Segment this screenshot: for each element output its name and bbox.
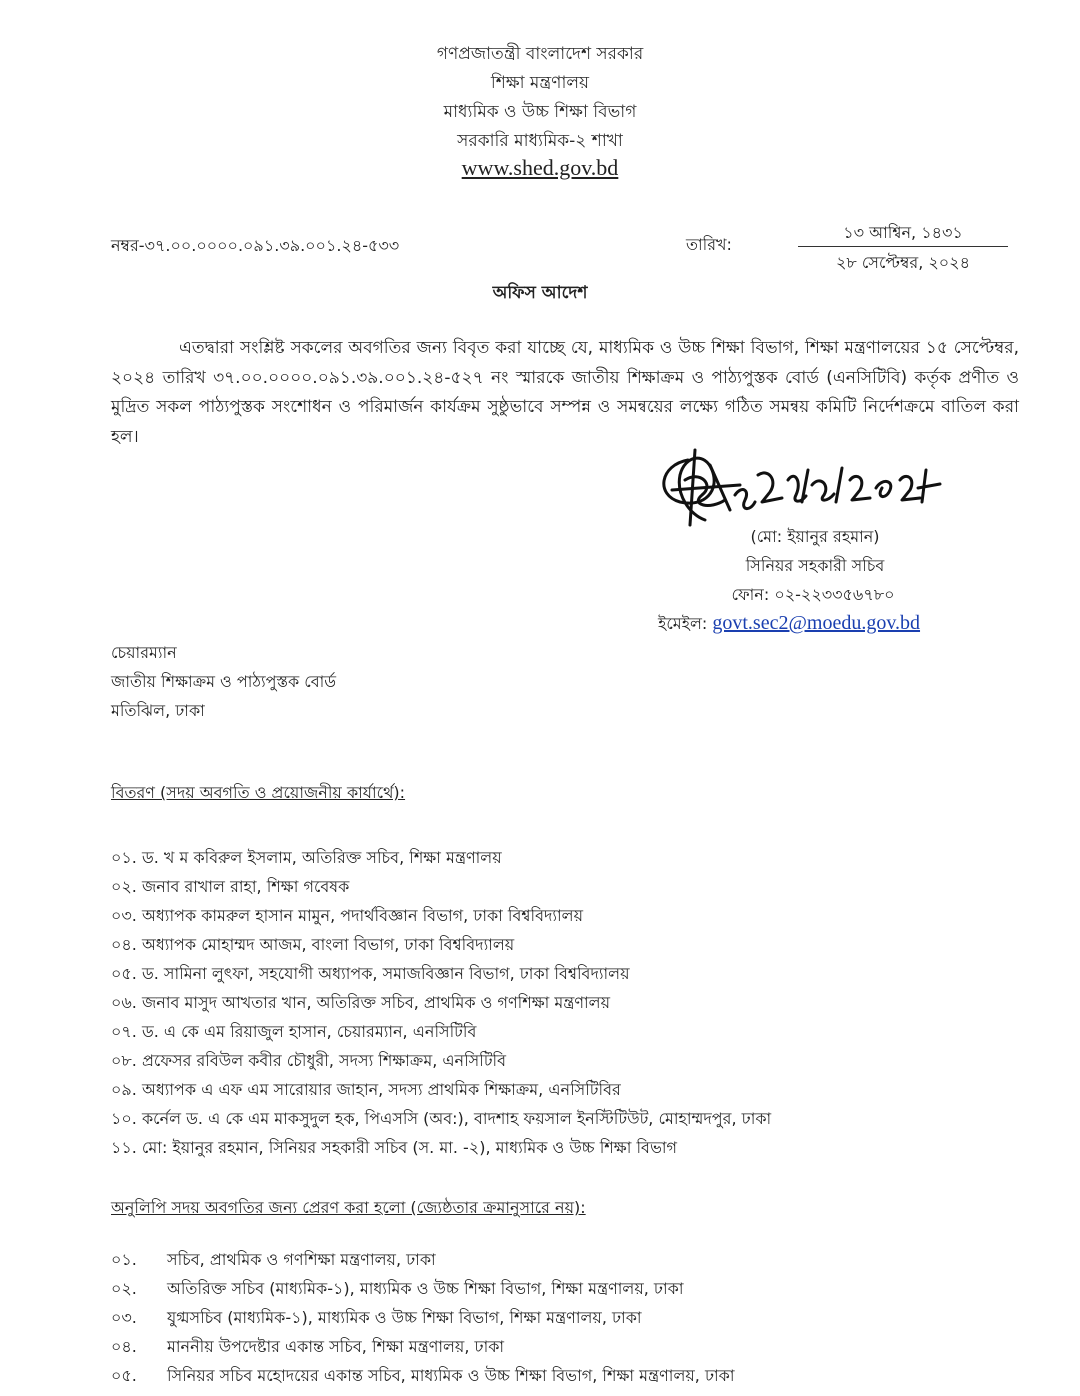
website-row [0, 155, 1080, 181]
copies-list [111, 1245, 735, 1390]
signatory-designation: সিনিয়র সহকারী সচিব [745, 556, 885, 575]
list-item: ১০. কর্নেল ড. এ কে এম মাকসুদুল হক, পিএসসি (অব:), বাদশাহ ফয়সাল ইনস্টিটিউট, মোহাম্মদপুর, ঢাকা [111, 1109, 772, 1128]
order-body: এতদ্বারা সংশ্লিষ্ট সকলের অবগতির জন্য বিবৃত করা যাচ্ছে যে, মাধ্যমিক ও উচ্চ শিক্ষা বিভাগ, শিক্ষা মন্ত্রণালয়ের ১৫ সেপ্টেম্বর, ২০২৪ তারিখ ৩৭.০০.০০০০.০৯১.৩৯.০০১.২৪-৫২৭ নং স্মারকে জাতীয় শিক্ষাক্রম ও পাঠ্যপুস্তক বোর্ড (এনসিটিবি) কর্তৃক প্রণীত ও মুদ্রিত সকল পাঠ্যপুস্তক সংশোধন ও পরিমার্জন কার্যক্রম সুষ্ঠুভাবে সম্পন্ন ও সমন্বয়ের লক্ষ্যে গঠিত সমন্বয় কমিটি নির্দেশক্রমে বাতিল করা হল। [111, 338, 1019, 447]
list-item [111, 1303, 735, 1332]
signatory-name: (মো: ইয়ানুর রহমান) [750, 527, 880, 546]
list-item: ০১. ড. খ ম কবিরুল ইসলাম, অতিরিক্ত সচিব, শিক্ষা মন্ত্রণালয় [111, 848, 502, 867]
list-item: ০৭. ড. এ কে এম রিয়াজুল হাসান, চেয়ারম্যান, এনসিটিবি [111, 1022, 477, 1041]
item-text: যুগ্মসচিব (মাধ্যমিক-১), মাধ্যমিক ও উচ্চ শিক্ষা বিভাগ, শিক্ষা মন্ত্রণালয়, ঢাকা [167, 1308, 642, 1327]
item-number: ০৫. [111, 1366, 137, 1385]
list-item [111, 1274, 735, 1303]
ministry-name: শিক্ষা মন্ত্রণালয় [490, 73, 590, 93]
list-item [111, 1361, 735, 1390]
item-text: সিনিয়র সচিব মহোদয়ের একান্ত সচিব, মাধ্যমিক ও উচ্চ শিক্ষা বিভাগ, শিক্ষা মন্ত্রণালয়, ঢাকা [167, 1366, 735, 1385]
signatory-phone: ফোন: ০২-২২৩৩৫৬৭৮০ [731, 585, 895, 604]
list-item: ০৯. অধ্যাপক এ এফ এম সারোয়ার জাহান, সদস্য প্রাথমিক শিক্ষাক্রম, এনসিটিবির [111, 1080, 621, 1099]
email-label: ইমেইল: [658, 614, 708, 633]
copies-heading: অনুলিপি সদয় অবগতির জন্য প্রেরণ করা হলো (জ্যেষ্ঠতার ক্রমানুসারে নয়): [111, 1198, 586, 1217]
order-title: অফিস আদেশ [492, 283, 588, 303]
date-bangla: ১৩ আশ্বিন, ১৪৩১ [843, 223, 963, 242]
item-number: ০২. [111, 1279, 137, 1298]
email-row [658, 611, 920, 638]
list-item: ০৫. ড. সামিনা লুৎফা, সহযোগী অধ্যাপক, সমাজবিজ্ঞান বিভাগ, ঢাকা বিশ্ববিদ্যালয় [111, 964, 630, 983]
memo-number: নম্বর-৩৭.০০.০০০০.০৯১.৩৯.০০১.২৪-৫৩৩ [111, 236, 400, 255]
date-divider [798, 246, 1008, 247]
website-link[interactable]: www.shed.gov.bd [461, 155, 619, 180]
recipient-title: চেয়ারম্যান [111, 643, 177, 662]
recipient-address: মতিঝিল, ঢাকা [111, 701, 205, 720]
item-text: মাননীয় উপদেষ্টার একান্ত সচিব, শিক্ষা মন্ত্রণালয়, ঢাকা [167, 1337, 505, 1356]
item-number: ০১. [111, 1250, 137, 1269]
handwritten-signature [650, 440, 950, 535]
division-name: মাধ্যমিক ও উচ্চ শিক্ষা বিভাগ [443, 102, 637, 122]
list-item: ১১. মো: ইয়ানুর রহমান, সিনিয়র সহকারী সচিব (স. মা. -২), মাধ্যমিক ও উচ্চ শিক্ষা বিভাগ [111, 1138, 677, 1157]
list-item: ০৪. অধ্যাপক মোহাম্মদ আজম, বাংলা বিভাগ, ঢাকা বিশ্ববিদ্যালয় [111, 935, 515, 954]
distribution-heading: বিতরণ (সদয় অবগতি ও প্রয়োজনীয় কার্যার্থে): [111, 783, 406, 802]
recipient-org: জাতীয় শিক্ষাক্রম ও পাঠ্যপুস্তক বোর্ড [111, 672, 337, 691]
list-item: ০৬. জনাব মাসুদ আখতার খান, অতিরিক্ত সচিব, প্রাথমিক ও গণশিক্ষা মন্ত্রণালয় [111, 993, 611, 1012]
list-item [111, 1245, 735, 1274]
distribution-list [111, 843, 771, 1162]
branch-name: সরকারি মাধ্যমিক-২ শাখা [457, 131, 623, 151]
list-item: ০৮. প্রফেসর রবিউল কবীর চৌধুরী, সদস্য শিক্ষাক্রম, এনসিটিবি [111, 1051, 507, 1070]
list-item: ০২. জনাব রাখাল রাহা, শিক্ষা গবেষক [111, 877, 350, 896]
item-text: অতিরিক্ত সচিব (মাধ্যমিক-১), মাধ্যমিক ও উচ্চ শিক্ষা বিভাগ, শিক্ষা মন্ত্রণালয়, ঢাকা [167, 1279, 684, 1298]
item-text: সচিব, প্রাথমিক ও গণশিক্ষা মন্ত্রণালয়, ঢাকা [167, 1250, 436, 1269]
item-number: ০৪. [111, 1337, 137, 1356]
date-gregorian: ২৮ সেপ্টেম্বর, ২০২৪ [836, 253, 970, 272]
email-link[interactable]: govt.sec2@moedu.gov.bd [712, 612, 921, 634]
list-item [111, 1332, 735, 1361]
govt-name: গণপ্রজাতন্ত্রী বাংলাদেশ সরকার [436, 44, 644, 64]
item-number: ০৩. [111, 1308, 137, 1327]
date-label: তারিখ: [686, 235, 732, 254]
list-item: ০৩. অধ্যাপক কামরুল হাসান মামুন, পদার্থবিজ্ঞান বিভাগ, ঢাকা বিশ্ববিদ্যালয় [111, 906, 584, 925]
